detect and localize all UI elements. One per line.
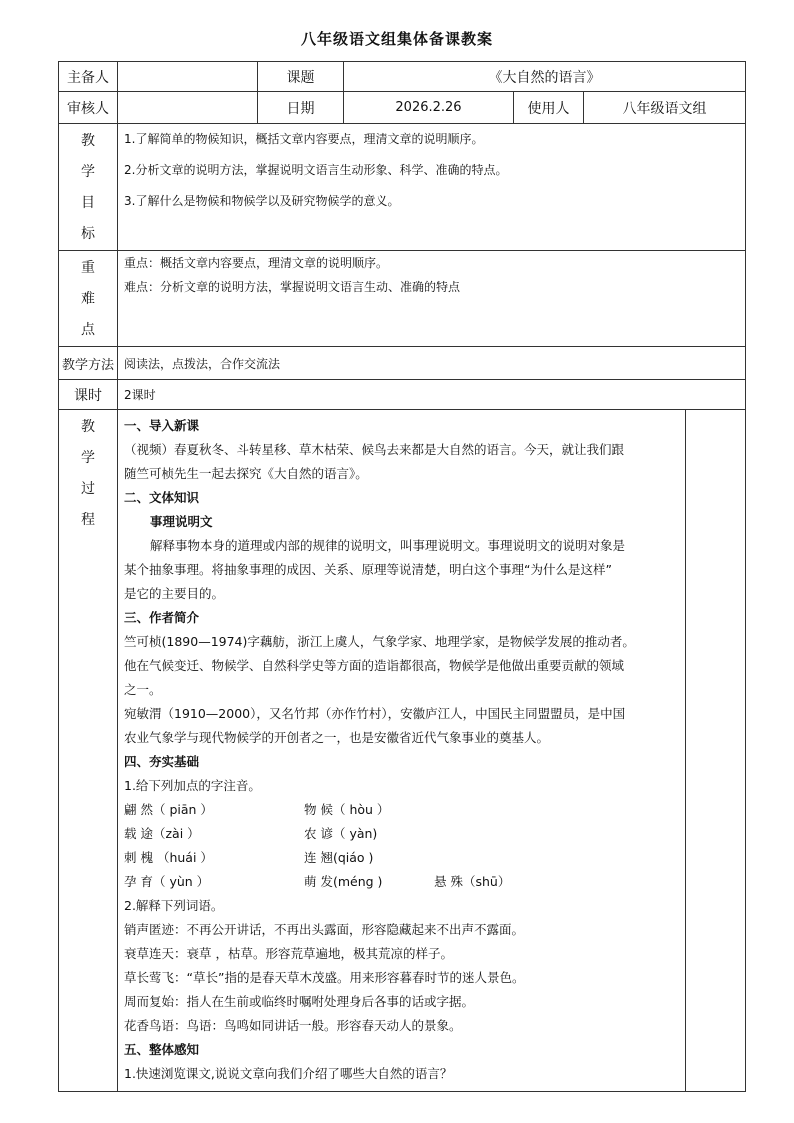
objective-item: 2.分析文章的说明方法，掌握说明文语言生动形象、科学、准确的特点。 [124, 163, 508, 177]
pinyin-item: 孕 育（ yùn ） [124, 874, 210, 889]
reviewer-label: 审核人 [59, 92, 118, 124]
paragraph-line: 某个抽象事理。将抽象事理的成因、关系、原理等说清楚，明白这个事理“为什么是这样” [124, 562, 612, 577]
notes-column [686, 410, 746, 1092]
header-row-2 [59, 92, 746, 124]
process-content [118, 410, 686, 1092]
date-value: 2026.2.26 [344, 92, 514, 124]
objective-item: 1.了解简单的物候知识，概括文章内容要点，理清文章的说明顺序。 [124, 132, 484, 146]
pinyin-item: 萌 发(méng ) [304, 874, 383, 889]
key-points-label [59, 251, 118, 347]
pinyin-item: 农 谚（ yàn) [304, 826, 378, 841]
topic-label: 课题 [258, 62, 344, 92]
question-line: 1.快速浏览课文,说说文章向我们介绍了哪些大自然的语言？ [124, 1066, 453, 1081]
user-value: 八年级语文组 [584, 92, 746, 124]
pinyin-row [124, 798, 679, 822]
label-char: 学 [81, 450, 95, 466]
key-points-content [118, 251, 746, 347]
date-label: 日期 [258, 92, 344, 124]
term-definition: 草长莺飞：“草长”指的是春天草木茂盛。用来形容暮春时节的迷人景色。 [124, 970, 525, 985]
paragraph-line: 宛敏渭（1910—2000），又名竹邦（亦作竹村），安徽庐江人，中国民主同盟盟员，是中国 [124, 706, 626, 721]
pinyin-item: 悬 殊（shū） [434, 874, 511, 889]
section-title: 二、文体知识 [124, 490, 200, 505]
term-definition: 销声匿迹：不再公开讲话，不再出头露面，形容隐藏起来不出声不露面。 [124, 922, 525, 937]
hours-label: 课时 [59, 380, 118, 410]
preparer-label: 主备人 [59, 62, 118, 92]
pinyin-item: 翩 然（ piān ） [124, 802, 213, 817]
pinyin-item: 连 翘(qiáo ) [304, 850, 374, 865]
label-char: 教 [81, 419, 95, 435]
process-label [59, 410, 118, 1092]
section-title: 三、作者简介 [124, 610, 200, 625]
label-char: 重 [81, 260, 95, 276]
paragraph-line: （视频）春夏秋冬、斗转星移、草木枯荣、候鸟去来都是大自然的语言。今天，就让我们跟 [124, 442, 625, 457]
label-char: 学 [81, 164, 95, 180]
paragraph-line: 他在气候变迁、物候学、自然科学史等方面的造诣都很高，物候学是他做出重要贡献的领域 [124, 658, 625, 673]
header-row-1 [59, 62, 746, 92]
paragraph-line: 竺可桢(1890—1974)字藕舫，浙江上虞人，气象学家、地理学家，是物候学发展的推动者。 [124, 634, 635, 649]
reviewer-value [118, 92, 258, 124]
term-definition: 花香鸟语：鸟语：鸟鸣如同讲话一般。形容春天动人的景象。 [124, 1018, 462, 1033]
method-label: 教学方法 [59, 347, 118, 380]
pinyin-row [124, 870, 679, 894]
label-char: 过 [81, 481, 95, 497]
section-title: 一、导入新课 [124, 418, 200, 433]
term-definition: 周而复始：指人在生前或临终时嘱咐处理身后各事的话或字据。 [124, 994, 475, 1009]
objective-item: 3.了解什么是物候和物候学以及研究物候学的意义。 [124, 194, 400, 208]
pinyin-item: 物 候（ hòu ） [304, 802, 390, 817]
hours-value: 2课时 [118, 380, 746, 410]
pinyin-item: 载 途（zài ） [124, 826, 200, 841]
section-title: 四、夯实基础 [124, 754, 200, 769]
paragraph-line: 之一。 [124, 682, 162, 697]
pinyin-row [124, 822, 679, 846]
hours-row [59, 380, 746, 410]
label-char: 标 [81, 226, 95, 242]
key-point-item: 重点：概括文章内容要点，理清文章的说明顺序。 [124, 256, 389, 270]
pinyin-row [124, 846, 679, 870]
label-char: 教 [81, 133, 95, 149]
label-char: 点 [81, 322, 95, 338]
paragraph-line: 随竺可桢先生一起去探究《大自然的语言》。 [124, 466, 368, 481]
objectives-label [59, 124, 118, 251]
objectives-content [118, 124, 746, 251]
paragraph-line: 是它的主要目的。 [124, 586, 225, 601]
term-definition: 衰草连天：衰草 ，枯草。形容荒草遍地，极其荒凉的样子。 [124, 946, 453, 961]
page-title: 八年级语文组集体备课教案 [300, 30, 493, 48]
process-row [59, 410, 746, 1092]
preparer-value [118, 62, 258, 92]
user-label: 使用人 [514, 92, 584, 124]
objectives-row [59, 124, 746, 251]
label-char: 程 [81, 512, 95, 528]
lesson-plan-table [58, 61, 746, 1092]
section-title: 五、整体感知 [124, 1042, 200, 1057]
method-row [59, 347, 746, 380]
paragraph-line: 解释事物本身的道理或内部的规律的说明文，叫事理说明文。事理说明文的说明对象是 [150, 538, 626, 553]
subsection-title: 事理说明文 [150, 514, 213, 529]
key-points-row [59, 251, 746, 347]
key-point-item: 难点：分析文章的说明方法，掌握说明文语言生动、准确的特点 [124, 280, 461, 294]
label-char: 难 [81, 291, 95, 307]
paragraph-line: 农业气象学与现代物候学的开创者之一，也是安徽省近代气象事业的奠基人。 [124, 730, 550, 745]
question-line: 2.解释下列词语。 [124, 898, 224, 913]
topic-value: 《大自然的语言》 [344, 62, 746, 92]
label-char: 目 [81, 195, 95, 211]
question-line: 1.给下列加点的字注音。 [124, 778, 261, 793]
pinyin-item: 刺 槐 （huái ） [124, 850, 213, 865]
method-value: 阅读法，点拨法，合作交流法 [118, 347, 746, 380]
